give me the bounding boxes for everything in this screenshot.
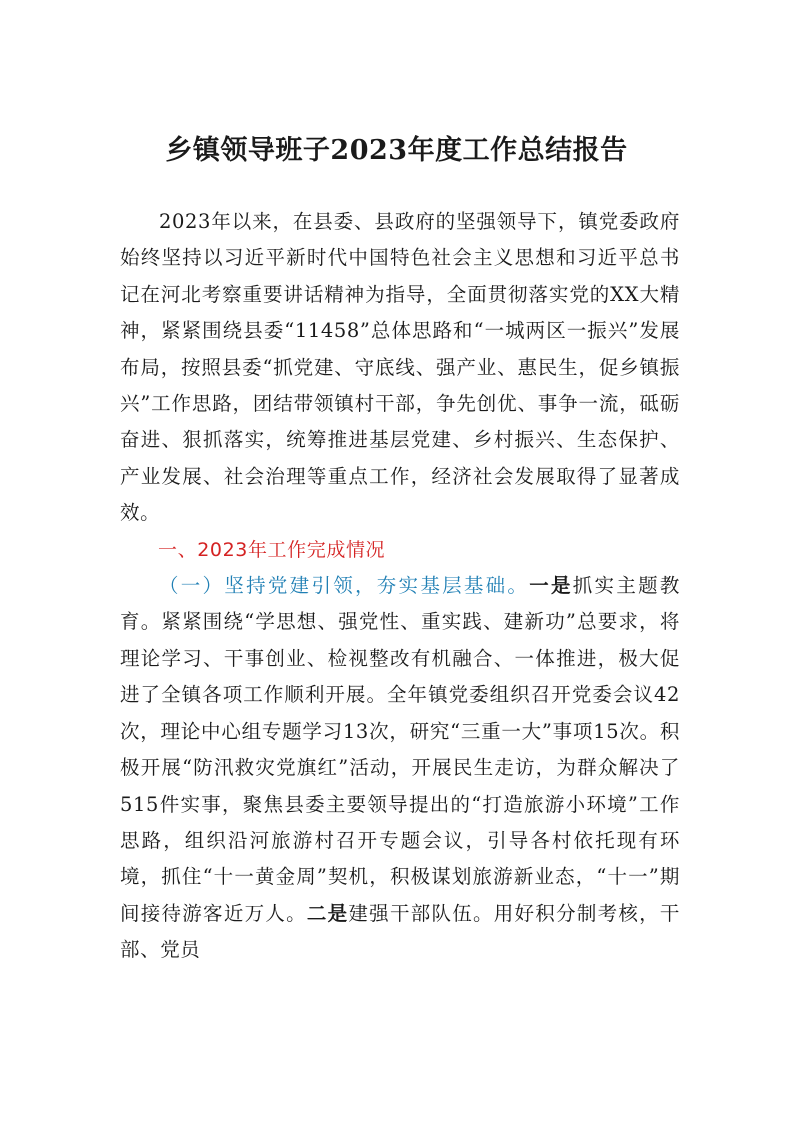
intro-paragraph: 2023年以来，在县委、县政府的坚强领导下，镇党委政府始终坚持以习近平新时代中国特色社会主义思想和习近平总书记在河北考察重要讲话精神为指导，全面贯彻落实党的XX大精神，紧紧围绕县委“11458”总体思路和“一城两区一振兴”发展布局，按照县委“抓党建、守底线、强产业、惠民生，促乡镇振兴”工作思路，团结带领镇村干部，争先创优、事争一流，砥砺奋进、狠抓落实，统筹推进基层党建、乡村振兴、生态保护、产业发展、社会治理等重点工作，经济社会发展取得了显著成效。 (120, 210, 680, 525)
document-title: 乡镇领导班子2023年度工作总结报告 (165, 135, 628, 166)
point-lead-2: 二是 (306, 901, 349, 925)
section-heading: 一、2023年工作完成情况 (158, 538, 386, 561)
point-lead-1: 一是 (529, 574, 573, 598)
document-body (120, 204, 680, 969)
point-text-1: 抓实主题教育。紧紧围绕“学思想、强党性、重实践、建新功”总要求，将理论学习、干事创业、检视整改有机融合、一体推进，极大促进了全镇各项工作顺利开展。全年镇党委组织召开党委会议42次，理论中心组专题学习13次，研究“三重一大”事项15次。积极开展“防汛救灾党旗红”活动，开展民生走访，为群众解决了515件实事，聚焦县委主要领导提出的“打造旅游小环境”工作思路，组织沿河旅游村召开专题会议，引导各村依托现有环境，抓住“十一黄金周”契机，积极谋划旅游新业态，“十一”期间接待游客近万人。 (120, 574, 680, 925)
section-paragraph (120, 568, 680, 968)
subsection-heading: （一）坚持党建引领，夯实基层基础。 (159, 574, 530, 598)
point-text-2: 建强干部队伍。用好积分制考核，干部、党员 (120, 901, 680, 962)
